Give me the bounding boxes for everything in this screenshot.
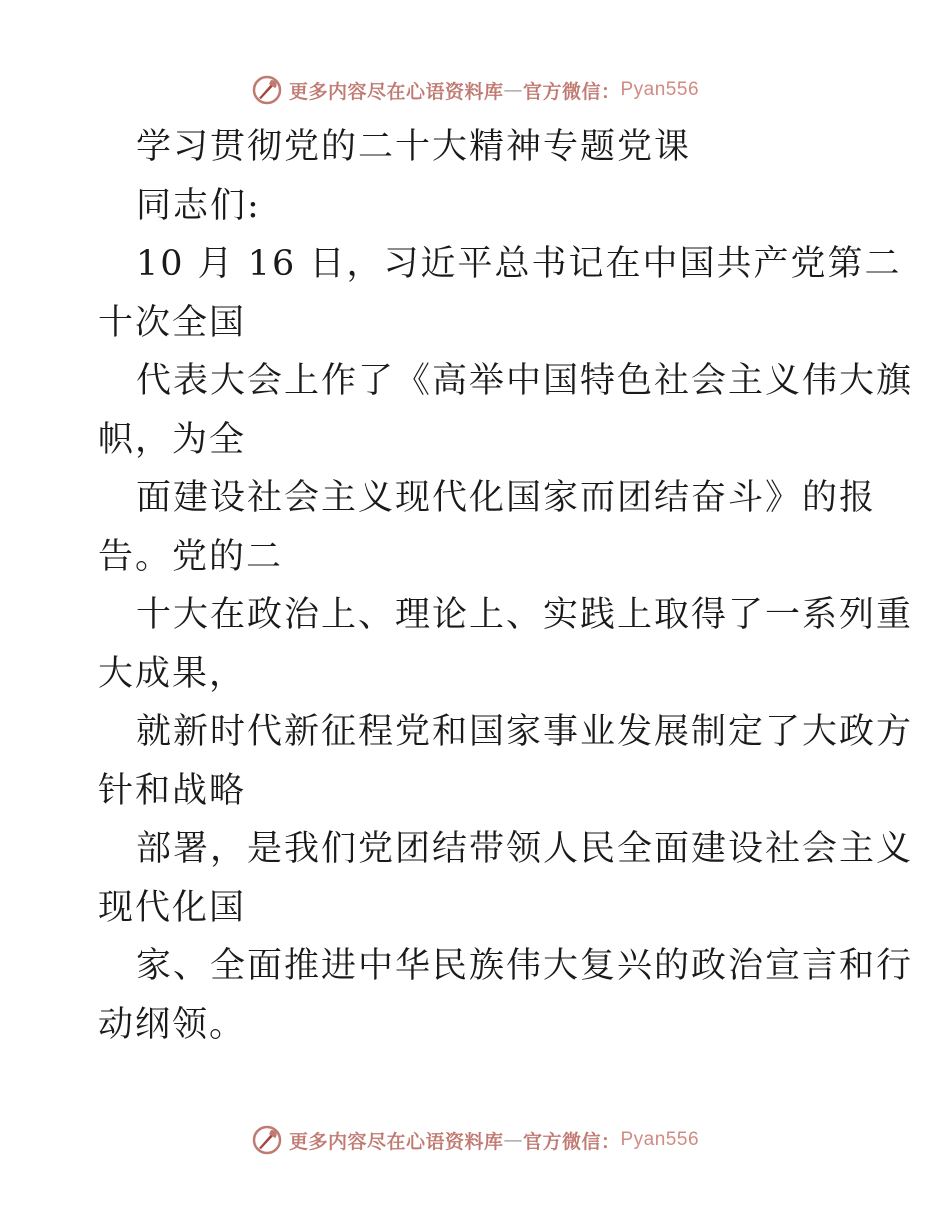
text-line: 部署，是我们党团结带领人民全面建设社会主义 — [136, 829, 914, 869]
text-line: 大成果， — [98, 653, 247, 694]
header-watermark — [0, 74, 950, 106]
salutation: 同志们: — [136, 185, 261, 226]
watermark-wechat-label: 官方微信： — [522, 1130, 621, 1153]
quill-logo-icon — [251, 1124, 283, 1156]
watermark-account: Pyan556 — [620, 1129, 700, 1150]
text-line: 帜，为全 — [98, 419, 247, 460]
text-line: 代表大会上作了《高举中国特色社会主义伟大旗 — [136, 361, 914, 401]
watermark-dash: — — [503, 79, 523, 101]
document-body — [98, 118, 914, 1054]
document-title: 学习贯彻党的二十大精神专题党课 — [136, 127, 692, 167]
watermark-wechat-label: 官方微信： — [522, 80, 621, 103]
watermark-account: Pyan556 — [620, 79, 700, 100]
watermark-site-text: 更多内容尽在心语资料库 — [288, 80, 504, 103]
text-line: 10 月 16 日，习近平总书记在中国共产党第二 — [136, 244, 902, 284]
text-line: 现代化国 — [98, 887, 247, 928]
text-line: 动纲领。 — [98, 1004, 247, 1045]
text-line: 家、全面推进中华民族伟大复兴的政治宣言和行 — [136, 946, 914, 986]
text-line: 就新时代新征程党和国家事业发展制定了大政方 — [136, 712, 914, 752]
text-line: 面建设社会主义现代化国家而团结奋斗》的报 — [136, 478, 877, 518]
watermark-dash: — — [503, 1129, 523, 1151]
text-line: 针和战略 — [98, 770, 247, 811]
footer-watermark — [0, 1124, 950, 1156]
text-line: 十次全国 — [98, 302, 247, 343]
text-line: 十大在政治上、理论上、实践上取得了一系列重 — [136, 595, 914, 635]
quill-logo-icon — [251, 74, 283, 106]
text-line: 告。党的二 — [98, 536, 284, 577]
watermark-site-text: 更多内容尽在心语资料库 — [288, 1130, 504, 1153]
